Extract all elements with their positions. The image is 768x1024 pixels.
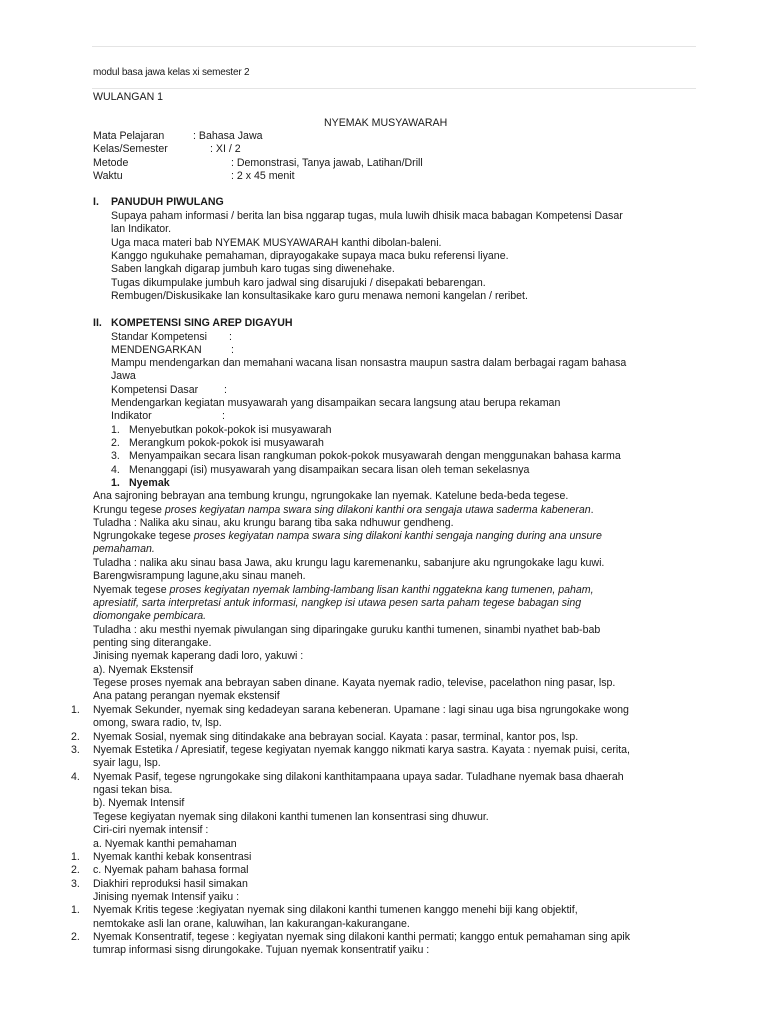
ciri-text: c. Nyemak paham bahasa formal (93, 864, 249, 876)
ekstensif-item-number: 1. (71, 704, 80, 716)
indicator-text: Menyebutkan pokok-pokok isi musyawarah (129, 424, 332, 436)
ekstensif-paragraph: Ana patang perangan nyemak ekstensif (93, 690, 280, 702)
ngrungokake-term: Ngrungokake tegese (93, 530, 194, 542)
section-1-line: Kanggo ngukuhake pemahaman, diprayogakake supaya maca buku referensi liyane. (111, 250, 509, 262)
mendengarkan-label: MENDENGARKAN (111, 344, 202, 356)
section-2-number: II. (93, 317, 102, 329)
intensif-label: b). Nyemak Intensif (93, 797, 185, 809)
intensif-paragraph: Tegese kegiyatan nyemak sing dilakoni kanthi tumenen lan konsentrasi sing dhuwur. (93, 811, 489, 823)
kompetensi-dasar-colon: : (224, 384, 227, 396)
ekstensif-label: a). Nyemak Ekstensif (93, 664, 194, 676)
nyemak-meaning-cont: diomongake pembicara. (93, 610, 207, 622)
meta-label-time: Waktu (93, 170, 123, 182)
jinising-nyemak: Jinising nyemak kaperang dadi loro, yakuwi : (93, 650, 304, 662)
ciri-number: 3. (71, 878, 80, 890)
section-1-line: Supaya paham informasi / berita lan bisa nggarap tugas, mula luwih dhisik maca babagan Kompetensi Dasar (111, 210, 623, 222)
meta-label-subject: Mata Pelajaran (93, 130, 165, 142)
meta-value-method: : Demonstrasi, Tanya jawab, Latihan/Drill (231, 157, 423, 169)
standar-kompetensi-label: Standar Kompetensi (111, 331, 207, 343)
indicator-number: 3. (111, 450, 120, 462)
indikator-colon: : (222, 410, 225, 422)
document-title: NYEMAK MUSYAWARAH (324, 117, 448, 129)
standar-kompetensi-text: Jawa (111, 370, 136, 382)
section-1-line: Saben langkah digarap jumbuh karo tugas sing diwenehake. (111, 263, 395, 275)
intensif-type-number: 1. (71, 904, 80, 916)
standar-kompetensi-colon: : (229, 331, 232, 343)
ekstensif-item-number: 2. (71, 731, 80, 743)
nyemak-paragraph: Ana sajroning bebrayan ana tembung krungu, ngrungokake lan nyemak. Katelune beda-beda tegese. (93, 490, 569, 502)
indicator-text: Menanggapi (isi) musyawarah yang disampaikan secara lisan oleh teman sekelasnya (129, 464, 530, 476)
intensif-type-text: nemtokake asli lan orane, kaluwihan, lan kakurangan-kakurangane. (93, 918, 410, 930)
meta-value-class: : XI / 2 (210, 143, 241, 155)
tuladha-nyemak-cont: penting sing diterangake. (93, 637, 212, 649)
ekstensif-item-text: Nyemak Sekunder, nyemak sing kedadeyan sarana kebeneran. Upamane : lagi sinau uga bisa ngrungokake wong (93, 704, 629, 716)
ciri-text: Nyemak kanthi kebak konsentrasi (93, 851, 252, 863)
section-2-heading: KOMPETENSI SING AREP DIGAYUH (111, 317, 293, 329)
intensif-type-text: tumrap informasi sisng dirungokake. Tujuan nyemak konsentratif yaiku : (93, 944, 430, 956)
nyemak-definition (93, 584, 594, 597)
intensif-paragraph: a. Nyemak kanthi pemahaman (93, 838, 237, 850)
section-1-line: lan Indikator. (111, 223, 172, 235)
tuladha-krungu: Tuladha : Nalika aku sinau, aku krungu barang tiba saka ndhuwur gendheng. (93, 517, 454, 529)
ekstensif-item-text: omong, swara radio, tv, lsp. (93, 717, 222, 729)
nyemak-term: Nyemak tegese (93, 584, 170, 596)
nyemak-number: 1. (111, 477, 120, 489)
intensif-type-text: Nyemak Konsentratif, tegese : kegiyatan nyemak sing dilakoni kanthi permati; kanggo entuk pemahaman sing apik (93, 931, 631, 943)
intensif-type-text: Nyemak Kritis tegese :kegiyatan nyemak sing dilakoni kanthi tumenen kanggo menehi biji kang objektif, (93, 904, 578, 916)
ciri-number: 2. (71, 864, 80, 876)
ciri-number: 1. (71, 851, 80, 863)
kompetensi-dasar-text: Mendengarkan kegiatan musyawarah yang disampaikan secara langsung atau berupa rekaman (111, 397, 561, 409)
tuladha-nyemak: Tuladha : aku mesthi nyemak piwulangan sing diparingake guruku kanthi tumenen, sinambi nyathet bab-bab (93, 624, 601, 636)
meta-label-class: Kelas/Semester (93, 143, 168, 155)
nyemak-meaning-cont: apresiatif, sarta interpretasi antuk informasi, nangkep isi utawa pesen sarta paham tegese babagan sing (93, 597, 582, 609)
intensif-paragraph: Jinising nyemak Intensif yaiku : (93, 891, 240, 903)
top-rule (92, 46, 696, 47)
ekstensif-paragraph: Tegese proses nyemak ana bebrayan saben dinane. Kayata nyemak radio, televise, pacelathon ning pasar, lsp. (93, 677, 616, 689)
intensif-paragraph: Ciri-ciri nyemak intensif : (93, 824, 209, 836)
meta-label-method: Metode (93, 157, 129, 169)
mendengarkan-colon: : (231, 344, 234, 356)
indicator-text: Merangkum pokok-pokok isi musyawarah (129, 437, 324, 449)
tuladha-ngrungokake-cont: Barengwisrampung lagune,aku sinau maneh. (93, 570, 306, 582)
meta-value-time: : 2 x 45 menit (231, 170, 295, 182)
ekstensif-item-text: Nyemak Pasif, tegese ngrungokake sing dilakoni kanthitampaana upaya sadar. Tuladhane nyemak basa dhaerah (93, 771, 624, 783)
nyemak-meaning: proses kegiyatan nyemak lambing-lambang lisan kanthi nggatekna kang tumenen, paham, (169, 584, 594, 596)
ekstensif-item-text: Nyemak Estetika / Apresiatif, tegese kegiyatan nyemak kanggo nikmati karya sastra. Kayata : nyemak puisi, cerita, (93, 744, 631, 756)
kompetensi-dasar-label: Kompetensi Dasar (111, 384, 199, 396)
wulangan-label: WULANGAN 1 (93, 91, 164, 103)
ekstensif-item-text: ngasi tekan bisa. (93, 784, 173, 796)
ekstensif-item-number: 3. (71, 744, 80, 756)
krungu-period: . (590, 504, 594, 516)
krungu-term: Krungu tegese (93, 504, 165, 516)
tuladha-ngrungokake: Tuladha : nalika aku sinau basa Jawa, aku krungu lagu karemenanku, sabanjure aku ngrungokake lagu kuwi. (93, 557, 605, 569)
section-1-number: I. (93, 196, 99, 208)
ekstensif-item-text: Nyemak Sosial, nyemak sing ditindakake ana bebrayan social. Kayata : pasar, terminal, kantor pos, lsp. (93, 731, 579, 743)
section-1-line: Tugas dikumpulake jumbuh karo jadwal sing disarujuki / disepakati bebarengan. (111, 277, 486, 289)
krungu-meaning: proses kegiyatan nampa swara sing dilakoni kanthi ora sengaja utawa saderma kabeneran (164, 504, 591, 516)
krungu-definition (93, 504, 594, 517)
indikator-label: Indikator (111, 410, 152, 422)
ekstensif-item-text: syair lagu, lsp. (93, 757, 161, 769)
meta-value-subject: : Bahasa Jawa (193, 130, 263, 142)
ciri-text: Diakhiri reproduksi hasil simakan (93, 878, 248, 890)
indicator-number: 4. (111, 464, 120, 476)
ngrungokake-meaning: proses kegiyatan nampa swara sing dilakoni kanthi sengaja nanging during ana unsure (193, 530, 602, 542)
indicator-text: Menyampaikan secara lisan rangkuman pokok-pokok musyawarah dengan menggunakan bahasa karma (129, 450, 621, 462)
indicator-number: 2. (111, 437, 120, 449)
ekstensif-item-number: 4. (71, 771, 80, 783)
section-1-heading: PANUDUH PIWULANG (111, 196, 224, 208)
section-1-line: Rembugen/Diskusikake lan konsultasikake karo guru menawa nemoni kangelan / reribet. (111, 290, 528, 302)
ngrungokake-definition (93, 530, 602, 543)
indicator-number: 1. (111, 424, 120, 436)
intensif-type-number: 2. (71, 931, 80, 943)
header-rule (92, 88, 696, 89)
standar-kompetensi-text: Mampu mendengarkan dan memahani wacana lisan nonsastra maupun sastra dalam berbagai ragam bahasa (111, 357, 627, 369)
section-1-line: Uga maca materi bab NYEMAK MUSYAWARAH kanthi dibolan-baleni. (111, 237, 442, 249)
ngrungokake-meaning-cont: pemahaman. (93, 543, 155, 555)
nyemak-heading: Nyemak (129, 477, 170, 489)
document-header: modul basa jawa kelas xi semester 2 (93, 67, 250, 78)
